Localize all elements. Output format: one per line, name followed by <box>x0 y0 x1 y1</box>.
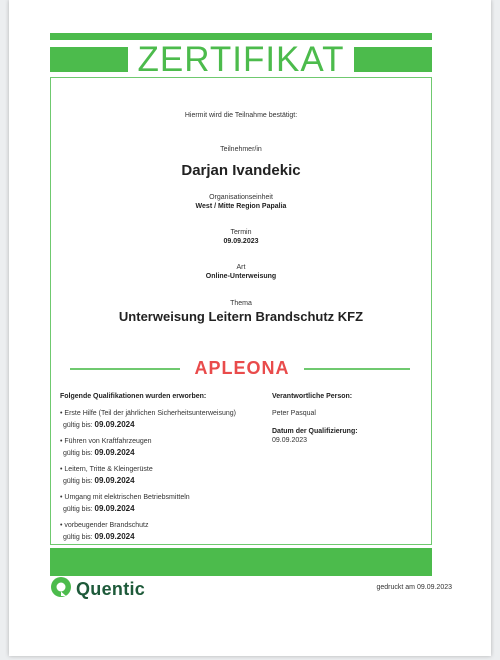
topic-label: Thema <box>230 300 252 307</box>
participant-label: Teilnehmer/in <box>220 146 262 153</box>
qualification-name: Erste Hilfe (Teil der jährlichen Sicherheitsunterweisung) <box>64 410 236 417</box>
qualification-validity <box>63 420 135 429</box>
valid-label: gültig bis: <box>63 506 93 513</box>
certificate-title: ZERTIFIKAT <box>137 40 345 79</box>
valid-date: 09.09.2024 <box>94 532 135 541</box>
qualification-name: Leitern, Tritte & Kleingerüste <box>64 466 153 473</box>
qualification-validity <box>63 476 135 485</box>
responsible-name: Peter Pasqual <box>272 410 316 417</box>
qualification-item: • Leitern, Tritte & Kleingerüste <box>60 466 153 473</box>
valid-date: 09.09.2024 <box>94 504 135 513</box>
qualification-name: vorbeugender Brandschutz <box>64 522 149 529</box>
printed-date: gedruckt am 09.09.2023 <box>376 584 452 591</box>
qualification-validity <box>63 504 135 513</box>
qualification-item: • Führen von Kraftfahrzeugen <box>60 438 152 445</box>
intro-text: Hiermit wird die Teilnahme bestätigt: <box>184 112 298 119</box>
quentic-brand-text: Quentic <box>76 579 146 599</box>
valid-date: 09.09.2024 <box>94 448 135 457</box>
qualification-name: Umgang mit elektrischen Betriebsmitteln <box>64 494 190 501</box>
title-band-left <box>50 47 128 72</box>
org-value: West / Mitte Region Papalia <box>195 203 287 210</box>
qualification-date-label: Datum der Qualifizierung: <box>272 428 358 435</box>
qualification-name: Führen von Kraftfahrzeugen <box>64 438 152 445</box>
qualification-item: • Erste Hilfe (Teil der jährlichen Sicherheitsunterweisung) <box>60 410 236 417</box>
qualification-validity <box>63 532 135 541</box>
responsible-heading: Verantwortliche Person: <box>272 393 353 400</box>
org-label: Organisationseinheit <box>209 194 273 201</box>
valid-date: 09.09.2024 <box>94 476 135 485</box>
participant-name: Darjan Ivandekic <box>181 162 301 179</box>
quentic-mark-icon <box>50 576 72 603</box>
qualification-item: • vorbeugender Brandschutz <box>60 522 149 529</box>
quentic-logo <box>50 576 145 603</box>
logo-divider-left <box>70 368 180 370</box>
qualification-validity <box>63 448 135 457</box>
qualification-item: • Umgang mit elektrischen Betriebsmitteln <box>60 494 190 501</box>
type-label: Art <box>236 264 246 271</box>
qualification-date-value: 09.09.2023 <box>272 437 308 444</box>
valid-label: gültig bis: <box>63 450 93 457</box>
valid-label: gültig bis: <box>63 478 93 485</box>
valid-label: gültig bis: <box>63 534 93 541</box>
valid-date: 09.09.2024 <box>94 420 135 429</box>
qualifications-heading: Folgende Qualifikationen wurden erworben: <box>60 393 207 400</box>
type-value: Online-Unterweisung <box>205 273 277 280</box>
date-label: Termin <box>230 229 252 236</box>
logo-divider-right <box>304 368 410 370</box>
top-green-band <box>50 33 432 40</box>
date-value: 09.09.2023 <box>223 238 259 245</box>
valid-label: gültig bis: <box>63 422 93 429</box>
title-band-right <box>354 47 432 72</box>
bottom-green-band <box>50 548 432 576</box>
topic-value: Unterweisung Leitern Brandschutz KFZ <box>118 309 364 324</box>
apleona-logo: APLEONA <box>194 358 290 378</box>
